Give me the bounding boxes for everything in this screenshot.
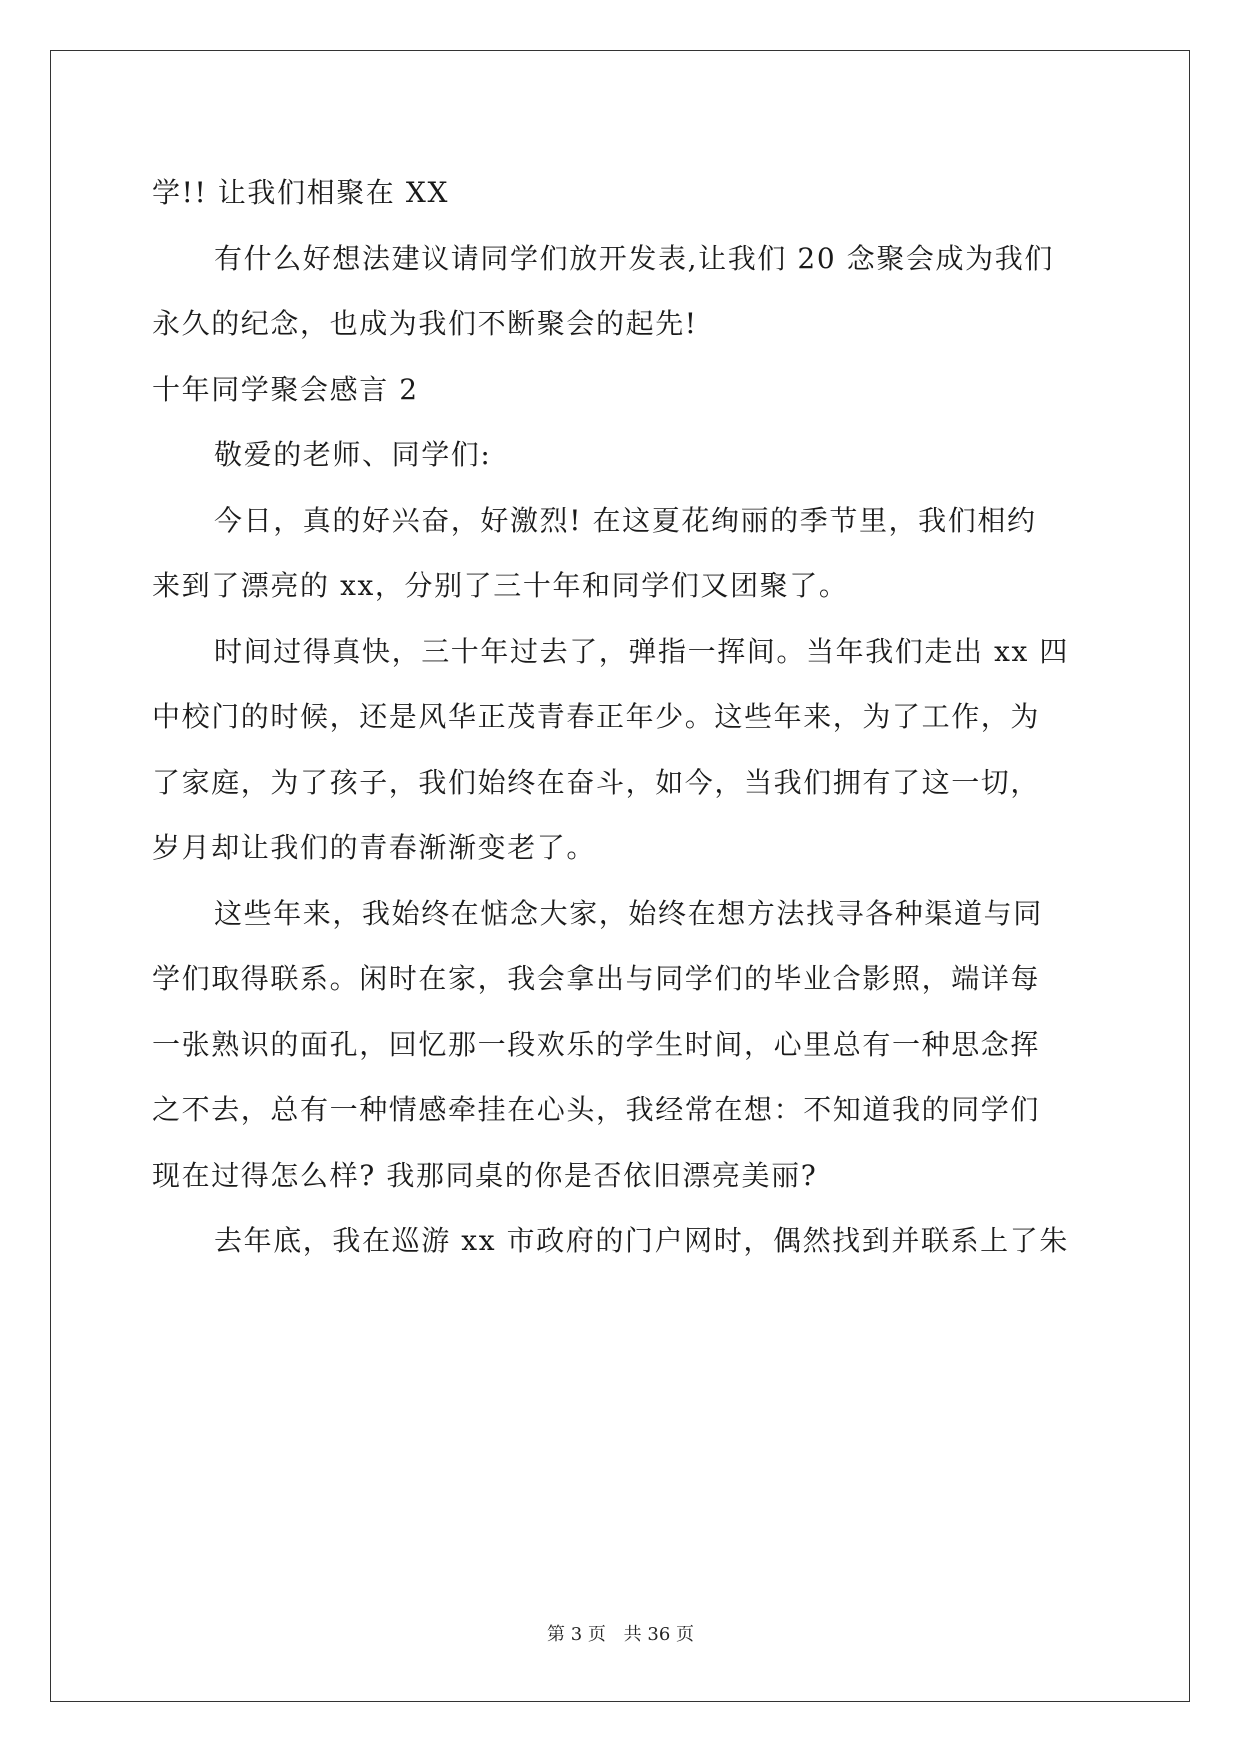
- text-line: 学!! 让我们相聚在 XX: [152, 176, 449, 209]
- text-line: 今日，真的好兴奋，好激烈! 在这夏花绚丽的季节里，我们相约: [214, 503, 1037, 537]
- text-line: 永久的纪念，也成为我们不断聚会的起先!: [152, 307, 698, 340]
- text-line: 来到了漂亮的 xx，分别了三十年和同学们又团聚了。: [152, 569, 849, 602]
- page-total: 共 36 页: [623, 1624, 694, 1645]
- salutation: 敬爱的老师、同学们:: [214, 438, 492, 471]
- text-line: 之不去，总有一种情感牵挂在心头，我经常在想：不知道我的同学们: [152, 1093, 1041, 1126]
- text-line: 去年底，我在巡游 xx 市政府的门户网时，偶然找到并联系上了朱: [214, 1224, 1069, 1257]
- text-line: 岁月却让我们的青春渐渐变老了。: [152, 831, 597, 864]
- section-heading: 十年同学聚会感言 2: [152, 372, 419, 406]
- text-line: 一张熟识的面孔，回忆那一段欢乐的学生时间，心里总有一种思念挥: [152, 1027, 1041, 1061]
- text-line: 中校门的时候，还是风华正茂青春正年少。这些年来，为了工作，为: [152, 700, 1041, 733]
- text-line: 学们取得联系。闲时在家，我会拿出与同学们的毕业合影照，端详每: [152, 962, 1041, 995]
- text-line: 了家庭，为了孩子，我们始终在奋斗，如今，当我们拥有了这一切，: [152, 765, 1041, 799]
- page-footer: [0, 1620, 1241, 1646]
- text-line: 现在过得怎么样? 我那同桌的你是否依旧漂亮美丽?: [152, 1158, 818, 1192]
- document-body: [152, 160, 1092, 1274]
- page-number: 第 3 页: [547, 1624, 606, 1645]
- text-line: 这些年来，我始终在惦念大家，始终在想方法找寻各种渠道与同: [214, 896, 1043, 930]
- text-line: 有什么好想法建议请同学们放开发表,让我们 20 念聚会成为我们: [214, 241, 1054, 275]
- text-line: 时间过得真快，三十年过去了，弹指一挥间。当年我们走出 xx 四: [214, 634, 1069, 668]
